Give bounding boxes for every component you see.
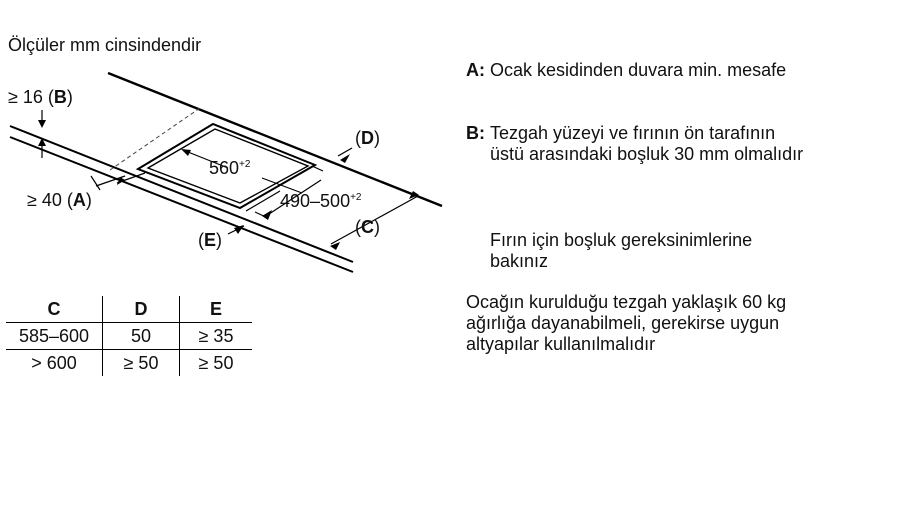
note-oven-line1: Fırın için boşluk gereksinimlerine <box>490 230 753 250</box>
table-header-c: C <box>47 298 61 319</box>
note-load-line3: altyapılar kullanılmalıdır <box>466 334 656 354</box>
table-cell: ≥ 50 <box>180 350 253 377</box>
note-b-line1: Tezgah yüzeyi ve fırının ön tarafının <box>490 123 776 143</box>
table-header-e: E <box>180 296 253 323</box>
note-b-key: B: <box>466 123 485 143</box>
note-a <box>466 60 786 81</box>
table-cell: ≥ 50 <box>103 350 180 377</box>
note-a-text: Ocak kesidinden duvara min. mesafe <box>490 60 787 80</box>
table-header-row <box>6 296 252 323</box>
note-a-key: A: <box>466 60 485 80</box>
label-a: ≥ 40 (A) <box>27 190 92 210</box>
note-load-line2: ağırlığa dayanabilmeli, gerekirse uygun <box>466 313 780 333</box>
note-oven-line2: bakınız <box>490 251 549 271</box>
units-note: Ölçüler mm cinsindendir <box>8 35 202 55</box>
table-cell: > 600 <box>6 350 103 377</box>
countertop-back-edge <box>108 73 442 206</box>
label-d: (D) <box>355 128 380 148</box>
note-b <box>466 123 803 165</box>
table-cell: 50 <box>103 323 180 350</box>
note-load <box>466 292 786 355</box>
label-b: ≥ 16 (B) <box>8 87 73 107</box>
table-row <box>6 350 252 377</box>
table-row <box>6 323 252 350</box>
note-b-line2: üstü arasındaki boşluk 30 mm olmalıdır <box>490 144 804 164</box>
cutout-depth-label: $490-500^{+2}$ <box>280 191 362 211</box>
note-load-line1: Ocağın kurulduğu tezgah yaklaşık 60 kg <box>466 292 787 312</box>
cutout-width-label: $560^{+2}$ <box>209 158 251 178</box>
label-c: (C) <box>355 217 380 237</box>
table-cell: ≥ 35 <box>180 323 253 350</box>
label-e: (E) <box>198 230 223 250</box>
dimensions-table <box>6 296 252 376</box>
table-cell: 585–600 <box>6 323 103 350</box>
note-oven <box>490 230 752 272</box>
table-header-d: D <box>103 296 180 323</box>
